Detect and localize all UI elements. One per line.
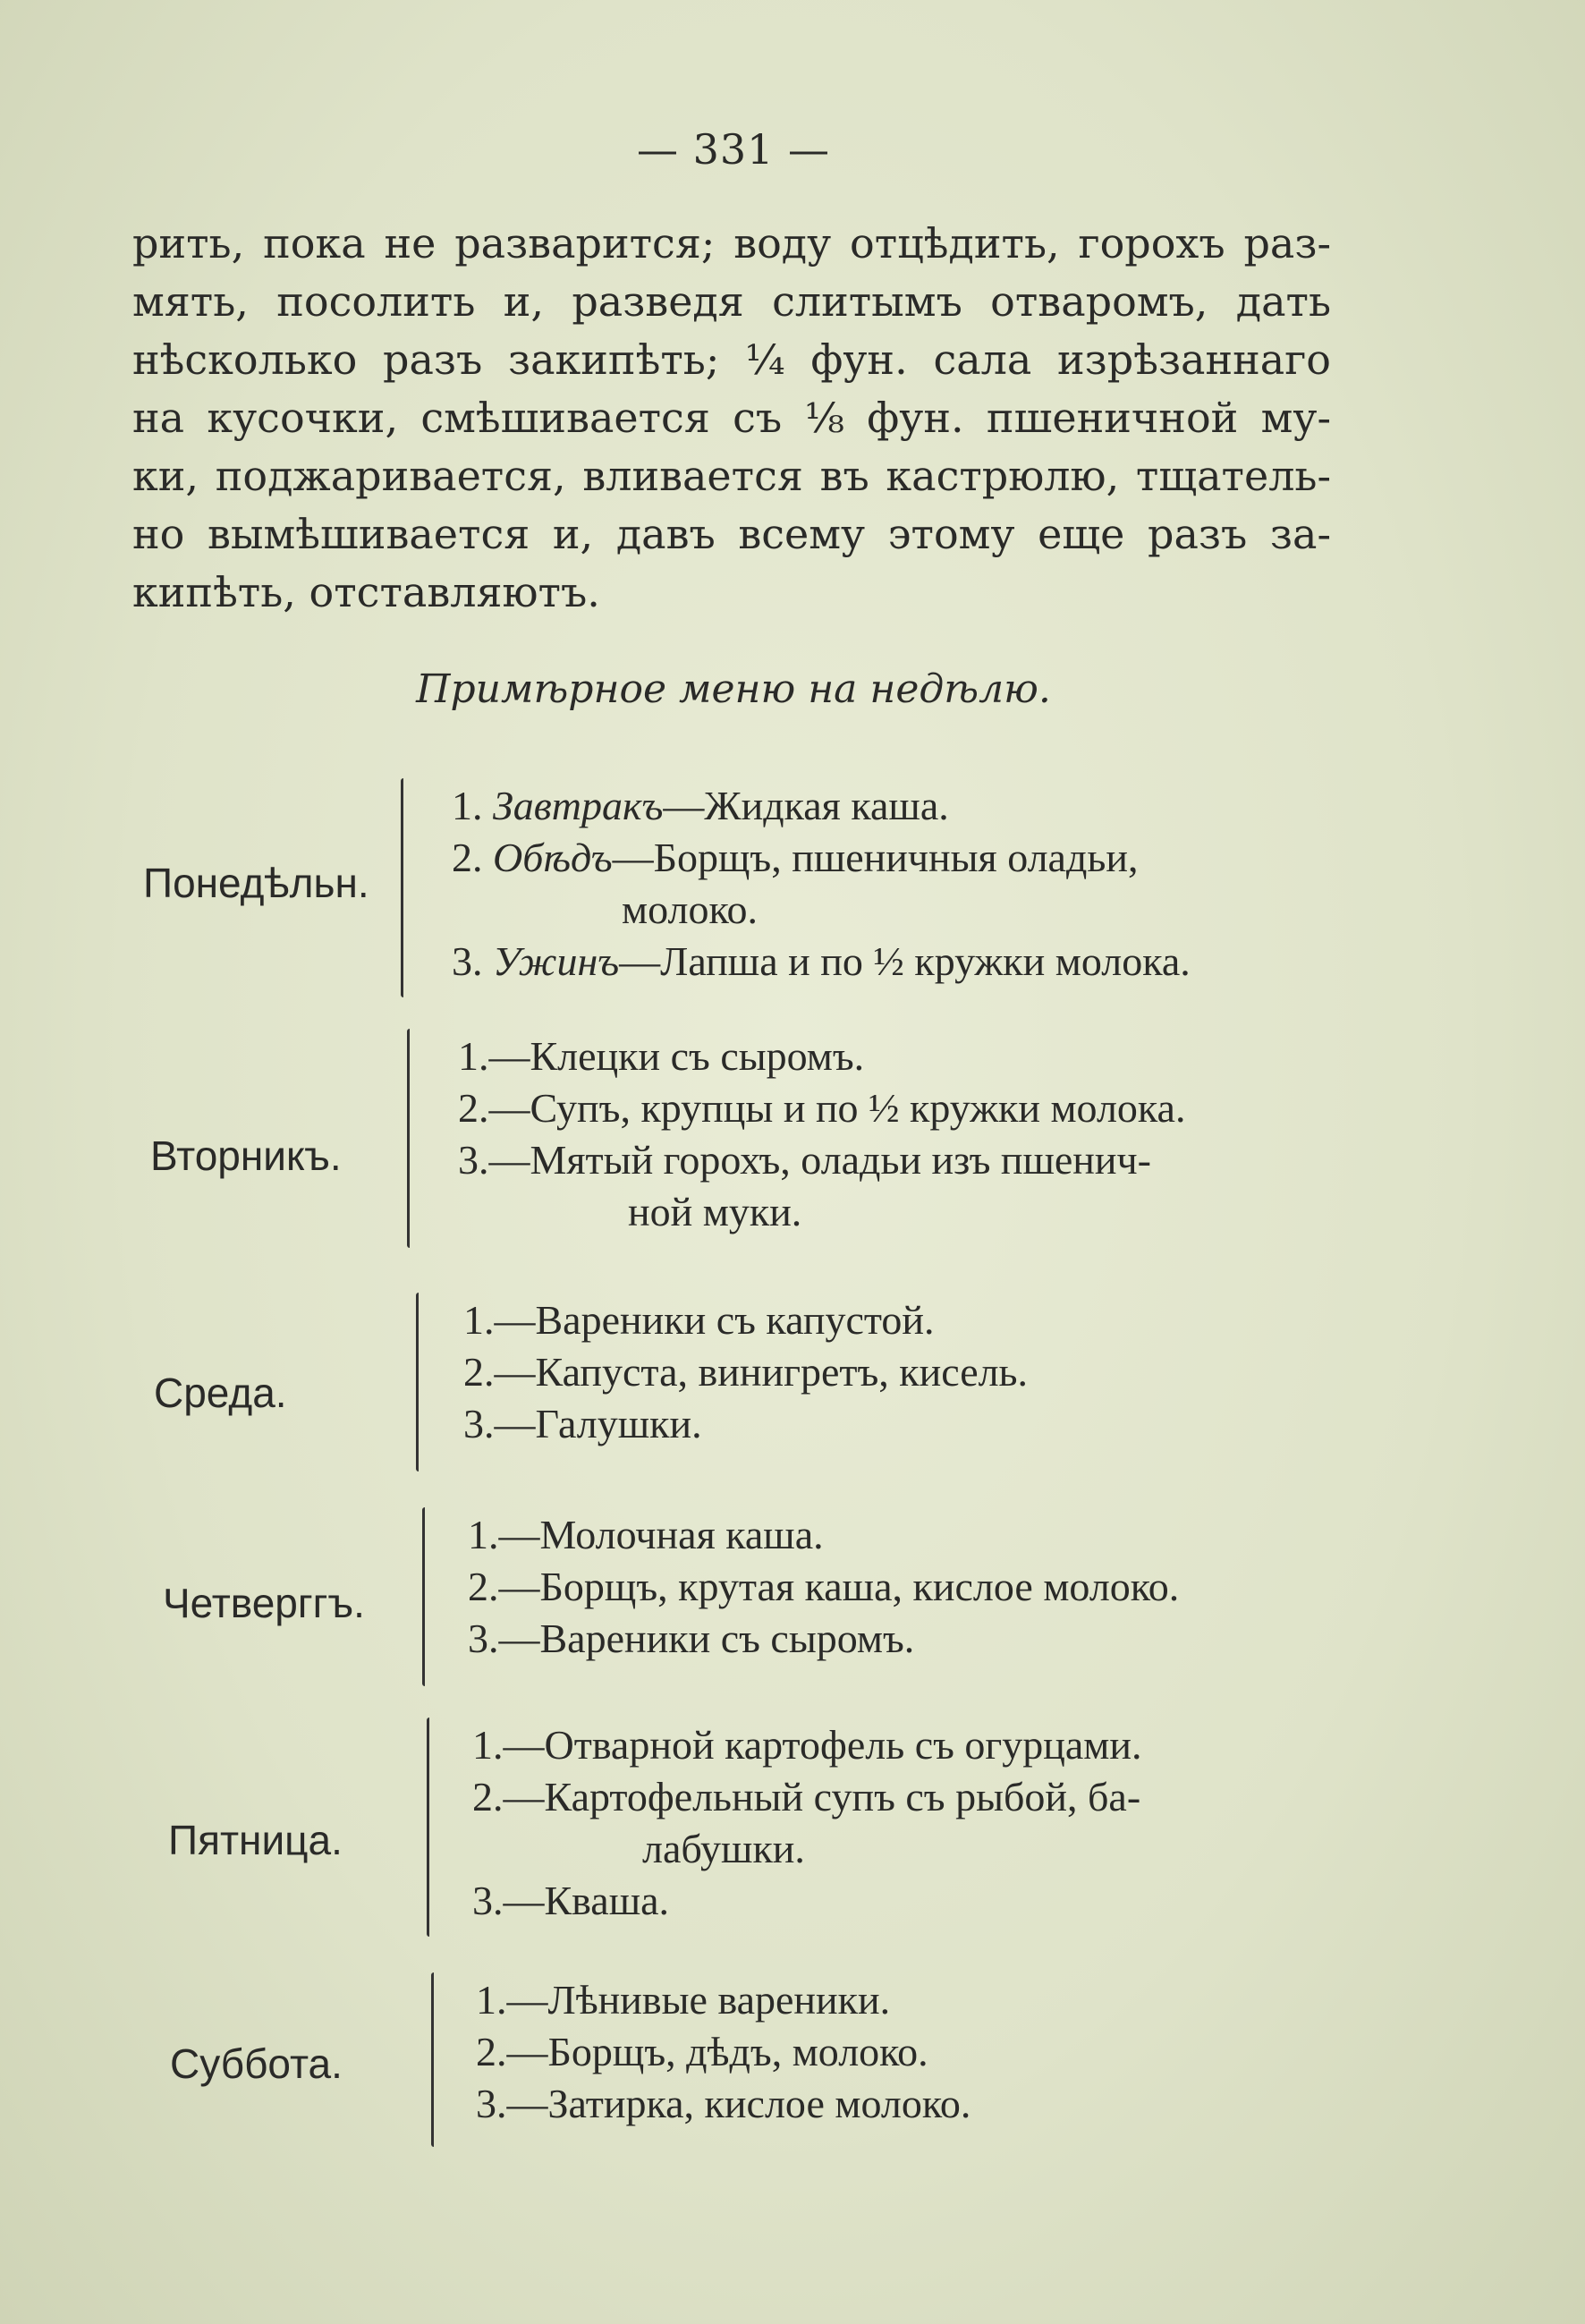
meal-number: 3. — [472, 1878, 504, 1923]
meal-line — [476, 1974, 970, 2026]
meal-text: —Кваша. — [503, 1878, 670, 1923]
meal-text: —Мятый горохъ, оладьи изъ пшенич- — [488, 1137, 1151, 1183]
meal-line — [472, 1875, 1142, 1927]
meal-text: —Лѣнивые вареники. — [506, 1977, 891, 2023]
meal-line — [452, 884, 1191, 936]
meal-text: —Клецки съ сыромъ. — [488, 1033, 865, 1079]
paragraph-line: но вымѣшивается и, давъ всему этому еще разъ за- — [132, 510, 1331, 558]
meal-name: Обѣдъ — [493, 835, 613, 880]
meal-line — [472, 1771, 1142, 1823]
page-number: — 331 — — [636, 125, 831, 174]
meal-line — [463, 1346, 1028, 1398]
meal-text: молоко. — [622, 886, 758, 932]
day-meals — [468, 1509, 1179, 1665]
day-label: Суббота. — [170, 2040, 343, 2087]
meal-text: —Борщъ, дѣдъ, молоко. — [506, 2029, 928, 2074]
bracket-line — [401, 778, 403, 997]
meal-text: ной муки. — [628, 1189, 802, 1234]
meal-line — [452, 936, 1191, 988]
meal-number: 2. — [476, 2029, 507, 2074]
meal-text: —Жидкая каша. — [663, 783, 949, 828]
day-meals — [472, 1719, 1142, 1927]
meal-line — [468, 1509, 1179, 1561]
day-label: Пятница. — [168, 1817, 343, 1863]
day-meals — [463, 1294, 1028, 1450]
meal-name: Завтракъ — [493, 783, 664, 828]
meal-text: —Отварной картофель съ огурцами. — [503, 1722, 1142, 1768]
meal-line — [476, 2078, 970, 2130]
meal-number: 3. — [452, 938, 493, 984]
meal-number: 1. — [472, 1722, 504, 1768]
meal-text: —Молочная каша. — [498, 1512, 824, 1557]
meal-number: 1. — [463, 1297, 495, 1343]
meal-line — [452, 780, 1191, 832]
paragraph-line: ки, поджаривается, вливается въ кастрюлю, тщатель- — [132, 452, 1331, 500]
meal-number: 2. — [463, 1349, 495, 1395]
meal-line — [472, 1823, 1142, 1875]
meal-number: 2. — [458, 1085, 489, 1131]
meal-text: —Супъ, крупцы и по ½ кружки молока. — [488, 1085, 1186, 1131]
day-meals — [458, 1031, 1185, 1238]
meal-line — [468, 1561, 1179, 1613]
meal-line — [458, 1082, 1185, 1134]
meal-text: —Борщъ, крутая каша, кислое молоко. — [498, 1564, 1180, 1609]
bracket-line — [422, 1507, 425, 1686]
bracket-line — [407, 1029, 410, 1248]
meal-line — [452, 832, 1191, 884]
bracket-line — [431, 1972, 434, 2147]
meal-number: 1. — [476, 1977, 507, 2023]
meal-number: 3. — [468, 1616, 499, 1661]
meal-line — [458, 1134, 1185, 1186]
meal-text: —Затирка, кислое молоко. — [506, 2081, 971, 2126]
meal-line — [468, 1613, 1179, 1665]
meal-text: —Вареники съ капустой. — [494, 1297, 935, 1343]
meal-text: —Борщъ, пшеничныя оладьи, — [612, 835, 1139, 880]
meal-text: —Капуста, винигретъ, кисель. — [494, 1349, 1029, 1395]
meal-text: —Лапша и по ½ кружки молока. — [619, 938, 1191, 984]
meal-line — [463, 1398, 1028, 1450]
day-label: Четверггъ. — [163, 1580, 365, 1626]
meal-number: 2. — [452, 835, 493, 880]
meal-number: 1. — [458, 1033, 489, 1079]
paragraph-line: на кусочки, смѣшивается съ ⅛ фун. пшеничной му- — [132, 394, 1331, 442]
meal-line — [458, 1031, 1185, 1082]
day-meals — [452, 780, 1191, 988]
meal-line — [476, 2026, 970, 2078]
meal-name: Ужинъ — [493, 938, 620, 984]
day-meals — [476, 1974, 970, 2130]
meal-number: 3. — [463, 1401, 495, 1446]
paragraph-line: кипѣть, отставляютъ. — [132, 568, 600, 616]
meal-number: 1. — [452, 783, 493, 828]
meal-number: 2. — [468, 1564, 499, 1609]
bracket-line — [427, 1718, 429, 1937]
meal-line — [463, 1294, 1028, 1346]
meal-text: —Галушки. — [494, 1401, 702, 1446]
paragraph-line: мять, посолить и, разведя слитымъ отваромъ, дать — [132, 277, 1331, 326]
body-paragraph — [132, 215, 1331, 622]
meal-text: лабушки. — [642, 1826, 805, 1871]
meal-number: 3. — [476, 2081, 507, 2126]
paragraph-line: нѣсколько разъ закипѣть; ¼ фун. сала изрѣзаннаго — [132, 335, 1331, 384]
meal-number: 2. — [472, 1774, 504, 1819]
meal-number: 1. — [468, 1512, 499, 1557]
meal-text: —Вареники съ сыромъ. — [498, 1616, 915, 1661]
menu-title: Примѣрное меню на недѣлю. — [416, 666, 1051, 712]
meal-text: —Картофельный супъ съ рыбой, ба- — [503, 1774, 1141, 1819]
day-label: Среда. — [154, 1370, 287, 1416]
day-label: Понедѣльн. — [143, 860, 369, 906]
paragraph-line: рить, пока не разварится; воду отцѣдить, горохъ раз- — [132, 219, 1331, 267]
meal-line — [472, 1719, 1142, 1771]
day-label: Вторникъ. — [150, 1132, 342, 1179]
meal-number: 3. — [458, 1137, 489, 1183]
bracket-line — [416, 1293, 419, 1472]
meal-line — [458, 1186, 1185, 1238]
